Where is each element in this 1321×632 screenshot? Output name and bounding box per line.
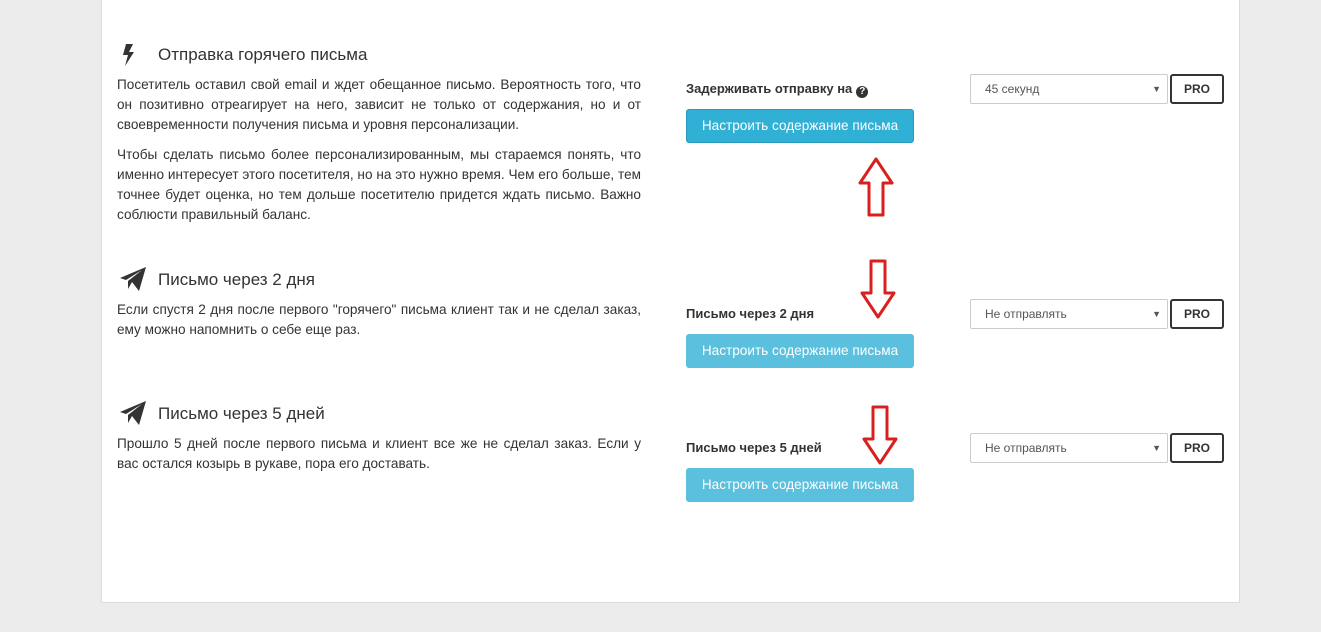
paper-plane-icon: [120, 401, 146, 430]
section-description: [117, 300, 641, 350]
send-select[interactable]: Не отправлять ▼: [970, 433, 1168, 463]
arrow-up-annotation: [857, 157, 895, 217]
email-2-days-label: Письмо через 2 дня: [686, 306, 815, 321]
settings-panel: [101, 0, 1240, 603]
section-description: [117, 75, 641, 235]
description-paragraph: Если спустя 2 дня после первого "горячего" письма клиент так и не сделал заказ, ему можно напомнить о себе еще раз.: [117, 302, 641, 337]
email-5-days-label: Письмо через 5 дней: [686, 440, 822, 455]
paper-plane-icon: [120, 267, 146, 296]
section-description: [117, 434, 641, 484]
delay-select[interactable]: 45 секунд ▼: [970, 74, 1168, 104]
configure-email-button[interactable]: Настроить содержание письма: [686, 468, 914, 502]
arrow-down-annotation: [861, 405, 899, 465]
pro-button[interactable]: PRO: [1170, 74, 1224, 104]
configure-email-button[interactable]: Настроить содержание письма: [686, 109, 914, 143]
pro-button[interactable]: PRO: [1170, 299, 1224, 329]
lightning-icon: [120, 44, 138, 71]
arrow-down-annotation: [859, 259, 897, 319]
delay-label: Задерживать отправку на ?: [686, 81, 868, 98]
pro-button[interactable]: PRO: [1170, 433, 1224, 463]
caret-down-icon: ▼: [1152, 309, 1161, 319]
question-circle-icon[interactable]: ?: [856, 86, 868, 98]
configure-email-button[interactable]: Настроить содержание письма: [686, 334, 914, 368]
section-title: Письмо через 5 дней: [158, 404, 325, 423]
description-paragraph: Посетитель оставил свой email и ждет обещанное письмо. Вероятность того, что он позитивно отреагирует на него, зависит не только от содержания, но и от своевременности получения письма и уровня персонализации.: [117, 77, 641, 132]
caret-down-icon: ▼: [1152, 443, 1161, 453]
send-select[interactable]: Не отправлять ▼: [970, 299, 1168, 329]
description-paragraph: Чтобы сделать письмо более персонализированным, мы стараемся понять, что именно интересует этого посетителя, но на это нужно время. Чем его больше, тем точнее будет оценка, но тем дольше посетителю придется ждать письмо. Важно соблюсти правильный баланс.: [117, 147, 641, 222]
caret-down-icon: ▼: [1152, 84, 1161, 94]
section-title: Отправка горячего письма: [158, 45, 368, 64]
section-title: Письмо через 2 дня: [158, 270, 315, 289]
description-paragraph: Прошло 5 дней после первого письма и клиент все же не сделал заказ. Если у вас остался козырь в рукаве, пора его доставать.: [117, 436, 641, 471]
